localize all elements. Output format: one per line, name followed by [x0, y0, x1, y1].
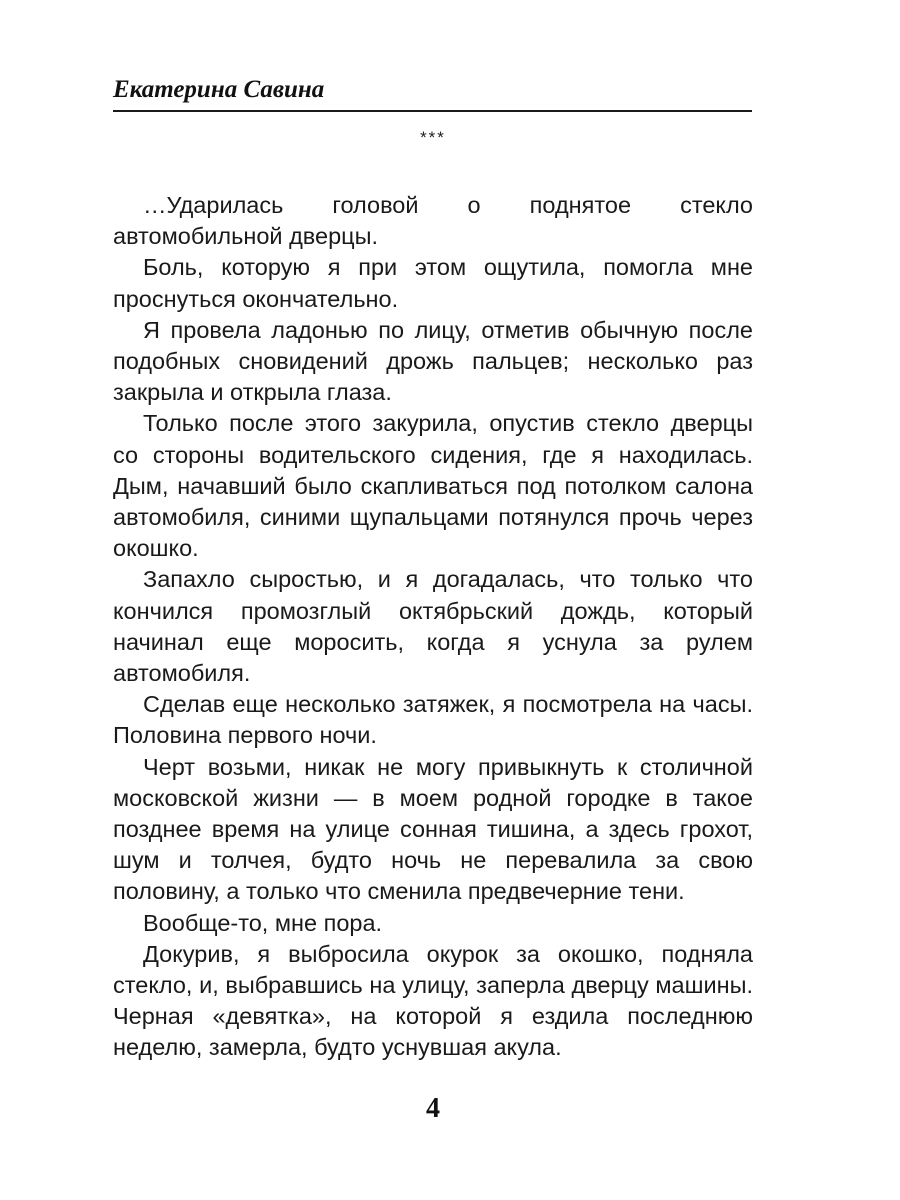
- paragraph: Я провела ладонью по лицу, отметив обычную после подобных сновидений дрожь пальцев; несколько раз закрыла и открыла глаза.: [113, 316, 753, 406]
- paragraph: Черт возьми, никак не могу привыкнуть к столичной московской жизни — в моем родной городке в такое позднее время на улице сонная тишина, а здесь грохот, шум и толчея, будто ночь не перевалила за свою половину, а только что сменила предвечерние тени.: [113, 753, 753, 905]
- page-number: 4: [426, 1093, 440, 1124]
- paragraph: Вообще-то, мне пора.: [143, 909, 383, 936]
- paragraph: Запахло сыростью, и я догадалась, что только что кончился промозглый октябрьский дождь, который начинал еще моросить, когда я уснула за рулем автомобиля.: [113, 566, 753, 687]
- header-rule: [113, 110, 752, 112]
- running-head-author: Екатерина Савина: [113, 76, 325, 103]
- paragraph: …Ударилась головой о поднятое стекло автомобильной дверцы.: [113, 192, 753, 250]
- paragraph: Только после этого закурила, опустив стекло дверцы со стороны водительского сидения, где я находилась. Дым, начавший было скапливаться под потолком салона автомобиля, синими щупальцами потянулся прочь через окошко.: [113, 410, 753, 562]
- paragraph: Боль, которую я при этом ощутила, помогла мне проснуться окончательно.: [113, 254, 753, 312]
- body-text: [113, 190, 753, 1064]
- section-separator: ***: [420, 128, 446, 147]
- paragraph: Сделав еще несколько затяжек, я посмотрела на часы. Половина первого ночи.: [113, 691, 753, 749]
- paragraph: Докурив, я выбросила окурок за окошко, подняла стекло, и, выбравшись на улицу, заперла дверцу машины. Черная «девятка», на которой я ездила последнюю неделю, замерла, будто уснувшая акула.: [113, 940, 753, 1061]
